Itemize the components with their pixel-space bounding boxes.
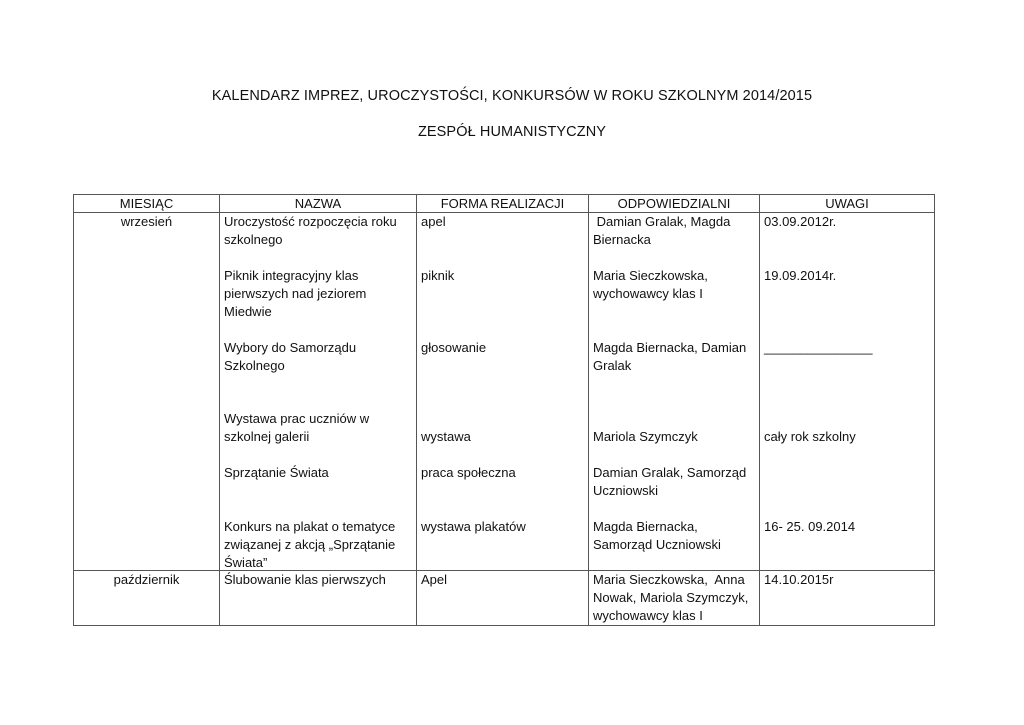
column-header-notes: UWAGI: [760, 195, 935, 213]
events-table: [73, 194, 935, 626]
event-name: Sprzątanie Świata: [224, 465, 329, 480]
event-form: wystawa: [421, 429, 471, 444]
event-note: cały rok szkolny: [764, 429, 856, 444]
responsible-cell: Maria Sieczkowska, Anna Nowak, Mariola Szymczyk, wychowawcy klas I: [589, 571, 760, 626]
column-header-name: NAZWA: [220, 195, 417, 213]
event-responsible: Mariola Szymczyk: [593, 429, 698, 444]
event-responsible: Maria Sieczkowska, wychowawcy klas I: [593, 268, 708, 301]
event-name: Konkurs na plakat o tematyce związanej z akcją „Sprzątanie Świata”: [224, 519, 396, 570]
event-note: 19.09.2014r.: [764, 268, 837, 283]
column-header-responsible: ODPOWIEDZIALNI: [589, 195, 760, 213]
column-header-form: FORMA REALIZACJI: [417, 195, 589, 213]
event-note: 16- 25. 09.2014: [764, 519, 856, 534]
event-name: Uroczystość rozpoczęcia roku szkolnego: [224, 214, 397, 247]
table-header-row: [74, 195, 935, 213]
table-row: [74, 213, 935, 571]
event-form: wystawa plakatów: [421, 519, 526, 534]
event-responsible: Damian Gralak, Magda Biernacka: [593, 214, 734, 247]
name-cell: [220, 213, 417, 571]
document-title: KALENDARZ IMPREZ, UROCZYSTOŚCI, KONKURSÓW W ROKU SZKOLNYM 2014/2015: [211, 88, 813, 104]
responsible-cell: [589, 213, 760, 571]
form-cell: [417, 213, 589, 571]
event-responsible: Magda Biernacka, Samorząd Uczniowski: [593, 519, 721, 552]
name-cell: Ślubowanie klas pierwszych: [220, 571, 417, 626]
notes-cell: [760, 213, 935, 571]
table-row: [74, 571, 935, 626]
event-responsible: Magda Biernacka, Damian Gralak: [593, 340, 747, 373]
event-name: Wybory do Samorządu Szkolnego: [224, 340, 357, 373]
event-name: Piknik integracyjny klas pierwszych nad jeziorem Miedwie: [224, 268, 367, 319]
event-name: Wystawa prac uczniów w szkolnej galerii: [224, 411, 370, 444]
document-subtitle: ZESPÓŁ HUMANISTYCZNY: [417, 124, 607, 140]
event-form: piknik: [421, 268, 455, 283]
month-cell: wrzesień: [74, 213, 220, 571]
month-cell: październik: [74, 571, 220, 626]
event-note: _______________: [764, 340, 873, 355]
form-cell: Apel: [417, 571, 589, 626]
event-note: 03.09.2012r.: [764, 214, 837, 229]
column-header-month: MIESIĄC: [74, 195, 220, 213]
event-form: praca społeczna: [421, 465, 516, 480]
event-responsible: Damian Gralak, Samorząd Uczniowski: [593, 465, 747, 498]
notes-cell: 14.10.2015r: [760, 571, 935, 626]
event-form: głosowanie: [421, 340, 487, 355]
event-form: apel: [421, 214, 446, 229]
